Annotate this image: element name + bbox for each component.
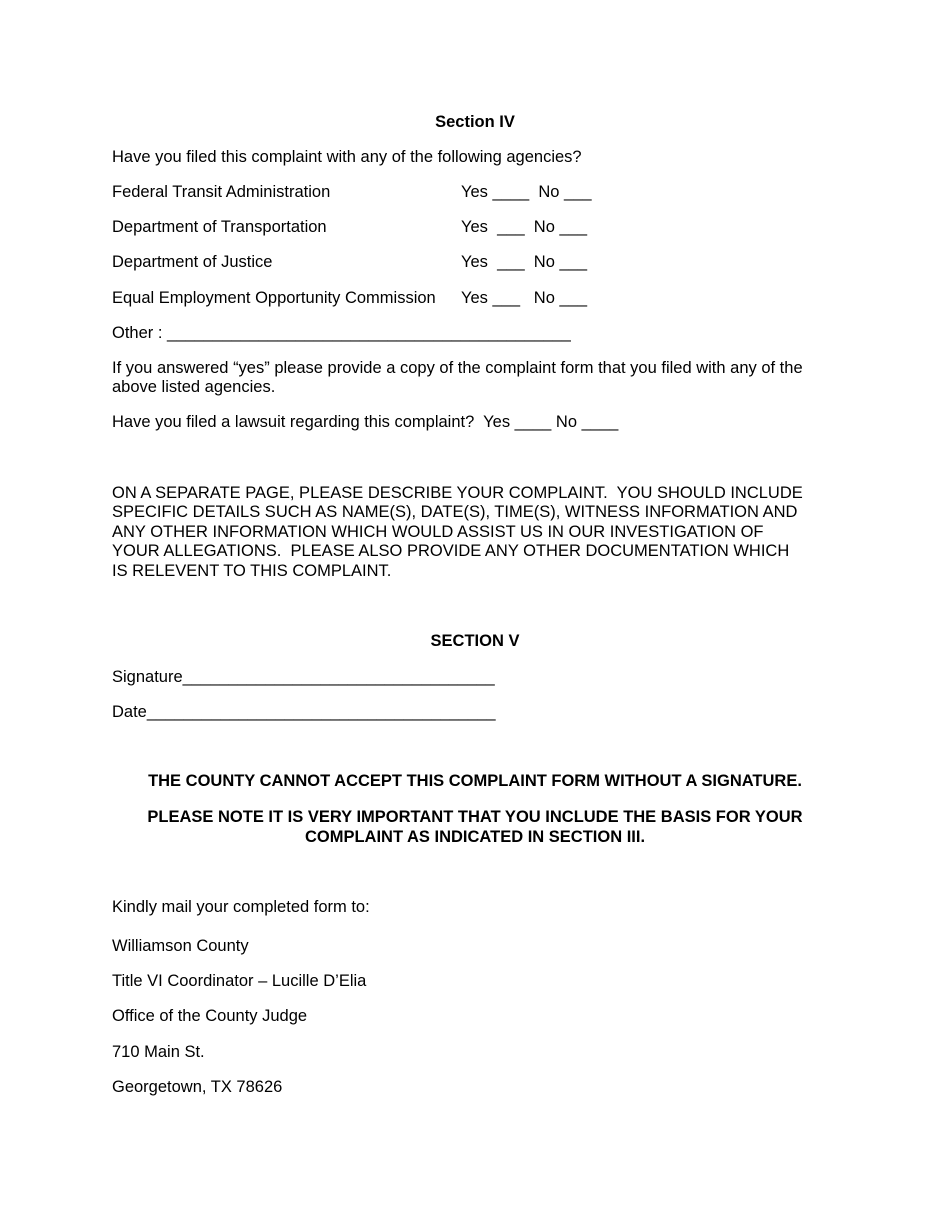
section-iv-title: Section IV xyxy=(435,113,515,131)
instruction-line: ANY OTHER INFORMATION WHICH WOULD ASSIST US IN OUR INVESTIGATION OF xyxy=(112,523,764,541)
if-yes-instruction-line: above listed agencies. xyxy=(112,378,276,396)
agency-name: Department of Transportation xyxy=(112,218,327,236)
agency-name: Department of Justice xyxy=(112,253,273,271)
instruction-line: SPECIFIC DETAILS SUCH AS NAME(S), DATE(S), TIME(S), WITNESS INFORMATION AND xyxy=(112,503,798,521)
if-yes-instruction-line: If you answered “yes” please provide a copy of the complaint form that you filed with any of the xyxy=(112,359,803,377)
basis-notice-line: PLEASE NOTE IT IS VERY IMPORTANT THAT YOU INCLUDE THE BASIS FOR YOUR xyxy=(147,808,803,826)
mail-address-line: Title VI Coordinator – Lucille D’Elia xyxy=(112,972,367,990)
instruction-line: ON A SEPARATE PAGE, PLEASE DESCRIBE YOUR COMPLAINT. YOU SHOULD INCLUDE xyxy=(112,484,803,502)
agency-yes-no[interactable]: Yes ___ No ___ xyxy=(461,218,587,236)
other-agency-field[interactable]: Other : ____________________________________________ xyxy=(112,324,571,342)
agency-yes-no[interactable]: Yes ____ No ___ xyxy=(461,183,592,201)
signature-notice: THE COUNTY CANNOT ACCEPT THIS COMPLAINT FORM WITHOUT A SIGNATURE. xyxy=(148,772,802,790)
instruction-line: YOUR ALLEGATIONS. PLEASE ALSO PROVIDE ANY OTHER DOCUMENTATION WHICH xyxy=(112,542,790,560)
date-field[interactable]: Date______________________________________ xyxy=(112,703,496,721)
agency-yes-no[interactable]: Yes ___ No ___ xyxy=(461,253,587,271)
basis-notice-line: COMPLAINT AS INDICATED IN SECTION III. xyxy=(304,828,646,846)
agencies-question: Have you filed this complaint with any of the following agencies? xyxy=(112,148,582,166)
mail-address-line: 710 Main St. xyxy=(112,1043,205,1061)
mail-address-line: Williamson County xyxy=(112,937,249,955)
lawsuit-question[interactable]: Have you filed a lawsuit regarding this complaint? Yes ____ No ____ xyxy=(112,413,619,431)
section-v-title: SECTION V xyxy=(430,632,520,650)
agency-yes-no[interactable]: Yes ___ No ___ xyxy=(461,289,587,307)
signature-field[interactable]: Signature__________________________________ xyxy=(112,668,495,686)
mail-intro: Kindly mail your completed form to: xyxy=(112,898,370,916)
agency-name: Equal Employment Opportunity Commission xyxy=(112,289,436,307)
mail-address-line: Office of the County Judge xyxy=(112,1007,308,1025)
agency-name: Federal Transit Administration xyxy=(112,183,331,201)
instruction-line: IS RELEVENT TO THIS COMPLAINT. xyxy=(112,562,392,580)
mail-address-line: Georgetown, TX 78626 xyxy=(112,1078,283,1096)
